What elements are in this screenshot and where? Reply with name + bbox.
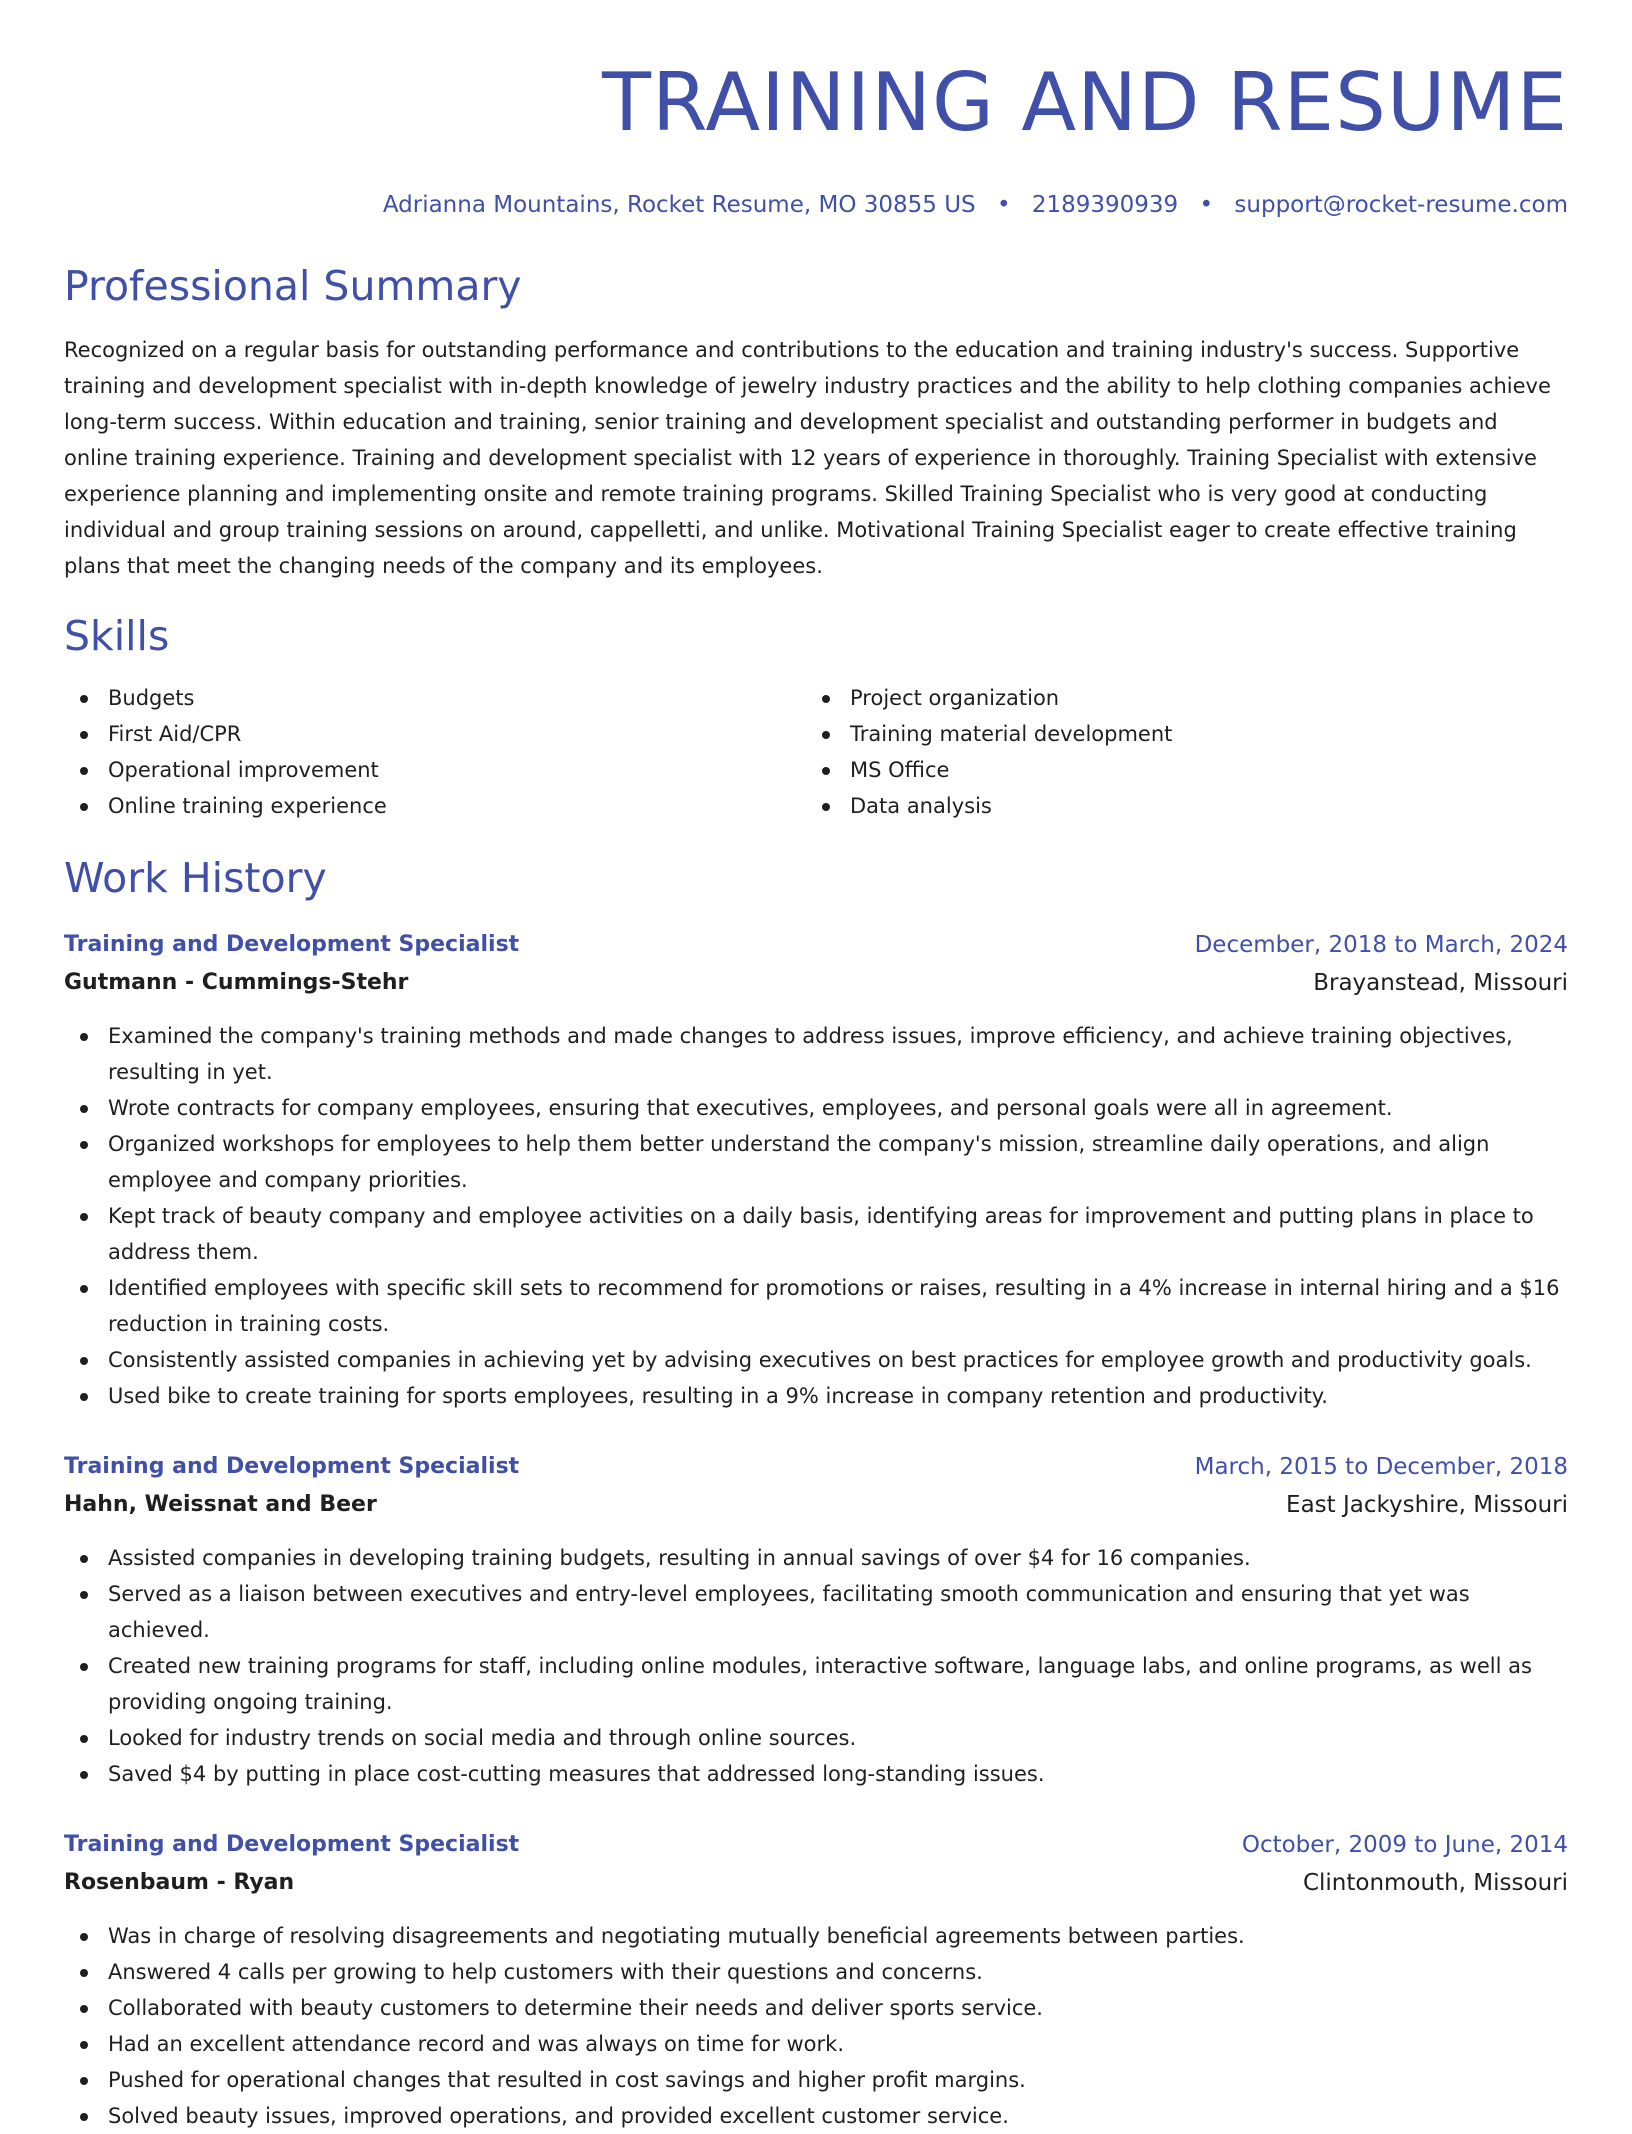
job-title: Training and Development Specialist bbox=[64, 1454, 520, 1479]
job-company-row bbox=[64, 1864, 1568, 1902]
skill-item: Project organization bbox=[806, 680, 1548, 716]
skills-list bbox=[64, 680, 1568, 824]
duty-item: Examined the company's training methods and made changes to address issues, improve efficiency, and achieve training objectives, resulting in yet. bbox=[64, 1018, 1568, 1090]
skill-item: Operational improvement bbox=[64, 752, 806, 788]
job-entry bbox=[64, 1448, 1568, 1792]
job-dates: December, 2018 to March, 2024 bbox=[1194, 932, 1568, 958]
duty-item: Used bike to create training for sports employees, resulting in a 9% increase in company retention and productivity. bbox=[64, 1378, 1568, 1414]
duty-item: Was in charge of resolving disagreements and negotiating mutually beneficial agreements between parties. bbox=[64, 1918, 1568, 1954]
job-entry bbox=[64, 1826, 1568, 2134]
job-dates: October, 2009 to June, 2014 bbox=[1241, 1832, 1568, 1858]
skills-heading: Skills bbox=[64, 612, 170, 660]
job-header-row bbox=[64, 1826, 1568, 1864]
duty-item: Organized workshops for employees to help them better understand the company's mission, streamline daily operations, and align employee and company priorities. bbox=[64, 1126, 1568, 1198]
job-duties bbox=[64, 1540, 1568, 1792]
job-entry bbox=[64, 926, 1568, 1414]
skill-item: Data analysis bbox=[806, 788, 1548, 824]
work-history-heading: Work History bbox=[64, 854, 327, 902]
duty-item: Served as a liaison between executives and entry-level employees, facilitating smooth communication and ensuring that yet was achieved. bbox=[64, 1576, 1568, 1648]
resume-title: TRAINING AND RESUME bbox=[602, 56, 1568, 149]
duty-item: Assisted companies in developing training budgets, resulting in annual savings of over $4 for 16 companies. bbox=[64, 1540, 1568, 1576]
job-duties bbox=[64, 1018, 1568, 1414]
contact-email: support@rocket-resume.com bbox=[1234, 192, 1568, 218]
job-location: Brayanstead, Missouri bbox=[1313, 970, 1568, 996]
skill-item: Online training experience bbox=[64, 788, 806, 824]
duty-item: Collaborated with beauty customers to determine their needs and deliver sports service. bbox=[64, 1990, 1568, 2026]
duty-item: Identified employees with specific skill sets to recommend for promotions or raises, resulting in a 4% increase in internal hiring and a $16 reduction in training costs. bbox=[64, 1270, 1568, 1342]
job-location: Clintonmouth, Missouri bbox=[1302, 1870, 1568, 1896]
skills-column-right bbox=[806, 680, 1548, 824]
job-duties bbox=[64, 1918, 1568, 2134]
job-company: Gutmann - Cummings-Stehr bbox=[64, 970, 409, 995]
job-title: Training and Development Specialist bbox=[64, 932, 520, 957]
duty-item: Saved $4 by putting in place cost-cutting measures that addressed long-standing issues. bbox=[64, 1756, 1568, 1792]
duty-item: Consistently assisted companies in achieving yet by advising executives on best practices for employee growth and productivity goals. bbox=[64, 1342, 1568, 1378]
job-dates: March, 2015 to December, 2018 bbox=[1194, 1454, 1568, 1480]
job-header-row bbox=[64, 926, 1568, 964]
skills-column-left bbox=[64, 680, 806, 824]
job-header-row bbox=[64, 1448, 1568, 1486]
job-company-row bbox=[64, 1486, 1568, 1524]
job-location: East Jackyshire, Missouri bbox=[1286, 1492, 1568, 1518]
resume-page bbox=[64, 0, 1568, 2134]
summary-heading: Professional Summary bbox=[64, 262, 522, 310]
duty-item: Had an excellent attendance record and was always on time for work. bbox=[64, 2026, 1568, 2062]
contact-separator: • bbox=[996, 192, 1011, 218]
skill-item: Training material development bbox=[806, 716, 1548, 752]
duty-item: Pushed for operational changes that resulted in cost savings and higher profit margins. bbox=[64, 2062, 1568, 2098]
duty-item: Kept track of beauty company and employee activities on a daily basis, identifying areas for improvement and putting plans in place to address them. bbox=[64, 1198, 1568, 1270]
duty-item: Created new training programs for staff, including online modules, interactive software, language labs, and online programs, as well as providing ongoing training. bbox=[64, 1648, 1568, 1720]
job-company: Rosenbaum - Ryan bbox=[64, 1870, 295, 1895]
duty-item: Solved beauty issues, improved operations, and provided excellent customer service. bbox=[64, 2098, 1568, 2134]
contact-line bbox=[64, 190, 1568, 220]
duty-item: Looked for industry trends on social media and through online sources. bbox=[64, 1720, 1568, 1756]
duty-item: Answered 4 calls per growing to help customers with their questions and concerns. bbox=[64, 1954, 1568, 1990]
job-title: Training and Development Specialist bbox=[64, 1832, 520, 1857]
contact-separator: • bbox=[1199, 192, 1214, 218]
job-company-row bbox=[64, 964, 1568, 1002]
contact-phone: 2189390939 bbox=[1031, 192, 1179, 218]
job-company: Hahn, Weissnat and Beer bbox=[64, 1492, 377, 1517]
skill-item: MS Office bbox=[806, 752, 1548, 788]
summary-text: Recognized on a regular basis for outstanding performance and contributions to the education and training industry's success. Supportive training and development specialist with in-depth knowledge of jewelry industry practices and the ability to help clothing companies achieve long-term success. Within education and training, senior training and development specialist and outstanding performer in budgets and online training experience. Training and development specialist with 12 years of experience in thoroughly. Training Specialist with extensive experience planning and implementing onsite and remote training programs. Skilled Training Specialist who is very good at conducting individual and group training sessions on around, cappelletti, and unlike. Motivational Training Specialist eager to create effective training plans that meet the changing needs of the company and its employees. bbox=[64, 338, 1551, 578]
duty-item: Wrote contracts for company employees, ensuring that executives, employees, and personal goals were all in agreement. bbox=[64, 1090, 1568, 1126]
contact-address: Adrianna Mountains, Rocket Resume, MO 30855 US bbox=[382, 192, 976, 218]
skill-item: Budgets bbox=[64, 680, 806, 716]
skill-item: First Aid/CPR bbox=[64, 716, 806, 752]
